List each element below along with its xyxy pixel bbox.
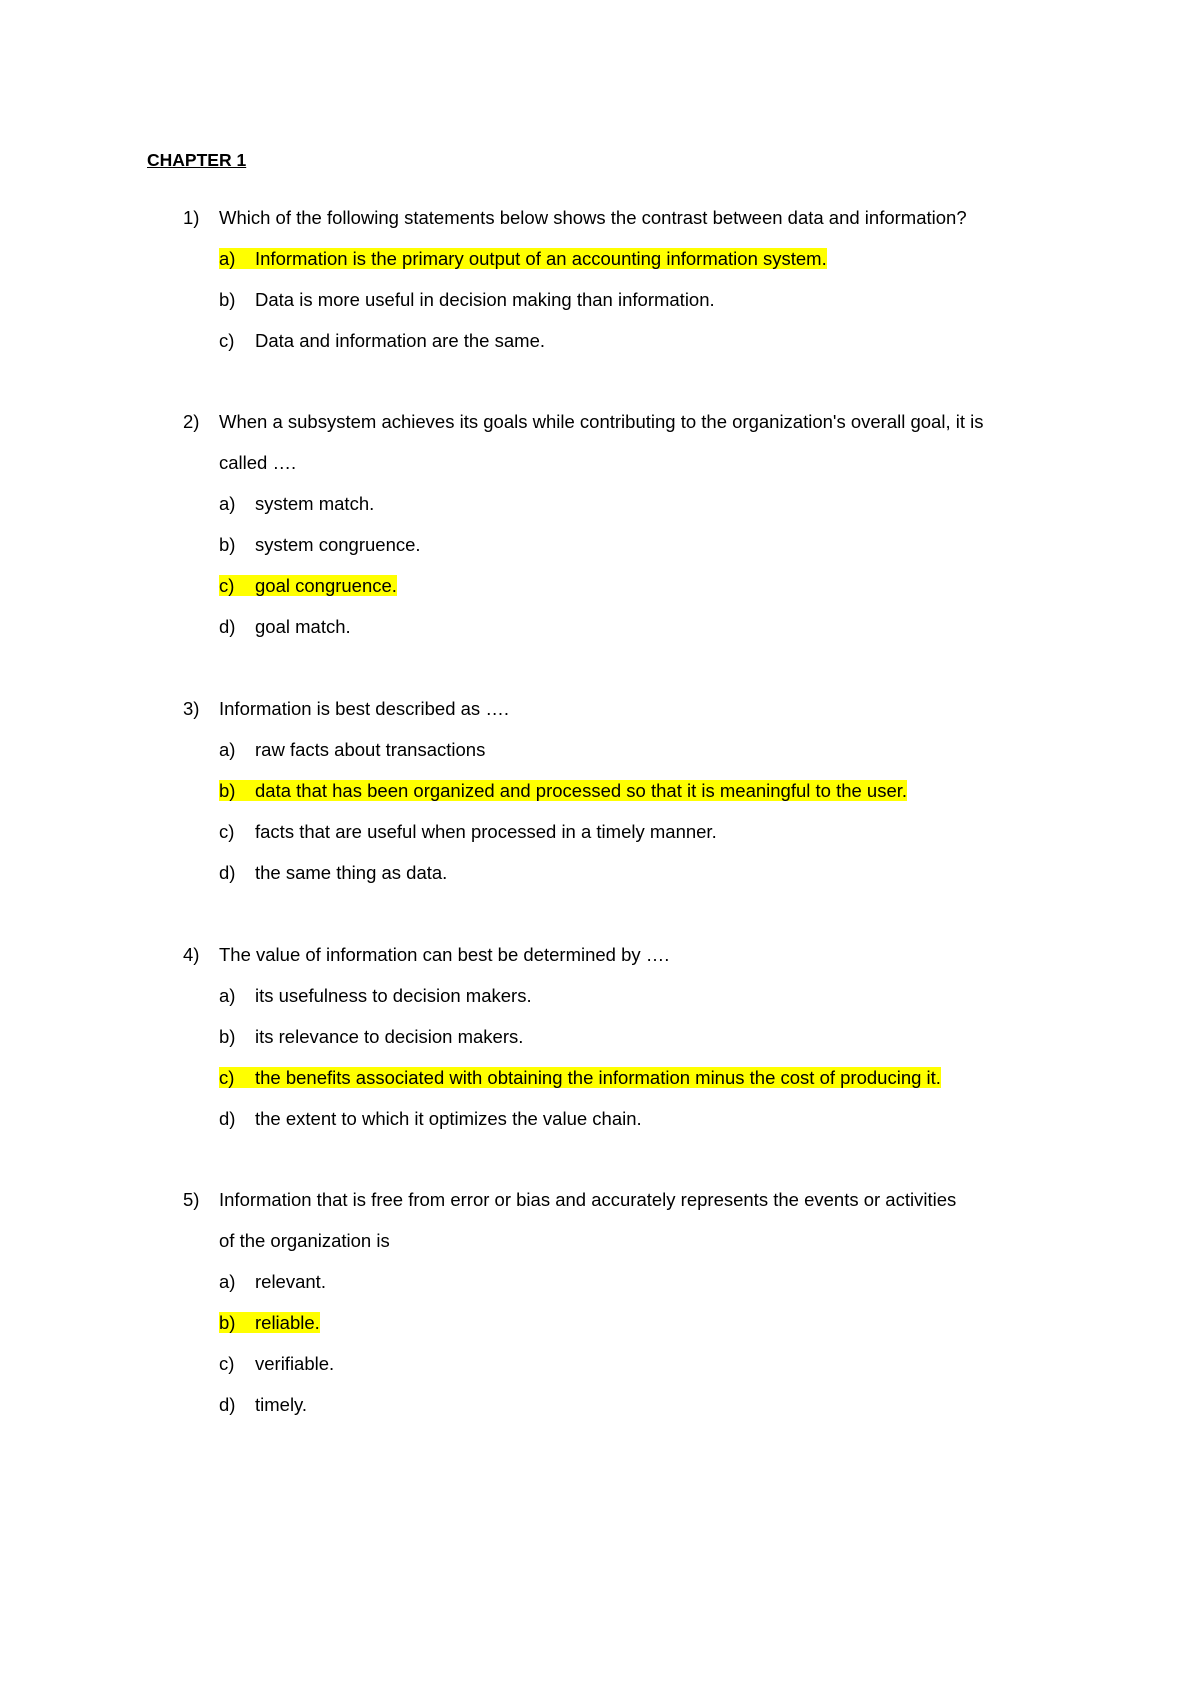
answer-option [219,779,907,803]
highlighted-answer [219,575,397,596]
question-number: 3) [183,698,200,719]
option-letter: b) [219,780,236,801]
answer-option [219,533,421,557]
option-letter: c) [219,330,235,351]
answer-option [219,1393,307,1417]
option-text: Data is more useful in decision making than information. [255,289,715,310]
answer-option [219,1311,320,1335]
answer [219,534,421,555]
option-letter: d) [219,1394,236,1415]
highlighted-answer [219,780,907,801]
answer [219,862,447,883]
highlighted-answer [219,248,827,269]
answer [219,1108,642,1129]
question-text: Information is best described as …. [219,698,509,719]
option-text: data that has been organized and processed so that it is meaningful to the user. [255,780,908,801]
option-text: system match. [255,493,375,514]
option-text: relevant. [255,1271,326,1292]
answer [219,1026,523,1047]
option-text: reliable. [255,1312,320,1333]
answer-option [219,984,532,1008]
answer-option [219,1352,334,1376]
answer-option [219,1270,326,1294]
answer [219,1271,326,1292]
option-text: the same thing as data. [255,862,448,883]
option-text: verifiable. [255,1353,335,1374]
answer-option [219,288,715,312]
question-text: Which of the following statements below shows the contrast between data and information? [219,207,967,228]
option-text: its relevance to decision makers. [255,1026,524,1047]
option-letter: d) [219,862,236,883]
option-letter: a) [219,985,236,1006]
option-letter: b) [219,1312,236,1333]
highlighted-answer [219,1312,320,1333]
highlighted-answer [219,1067,941,1088]
answer [219,985,532,1006]
answer [219,330,545,351]
option-letter: a) [219,739,236,760]
answer-option [219,738,485,762]
option-letter: d) [219,1108,236,1129]
answer-option [219,492,374,516]
option-letter: c) [219,575,235,596]
option-text: Information is the primary output of an accounting information system. [255,248,827,269]
answer [219,821,717,842]
answer [219,289,715,310]
option-text: facts that are useful when processed in a timely manner. [255,821,717,842]
option-text: the extent to which it optimizes the value chain. [255,1108,642,1129]
option-letter: c) [219,1353,235,1374]
option-letter: a) [219,1271,236,1292]
answer-option [219,574,397,598]
option-text: timely. [255,1394,308,1415]
answer [219,1353,334,1374]
question-number: 1) [183,207,200,228]
option-letter: b) [219,1026,236,1047]
option-letter: d) [219,616,236,637]
question-number: 4) [183,944,200,965]
answer-option [219,1025,523,1049]
answer-option [219,1107,642,1131]
answer-option [219,329,545,353]
option-letter: c) [219,1067,235,1088]
answer-option [219,820,717,844]
chapter-title: CHAPTER 1 [147,150,247,170]
question-number: 5) [183,1189,200,1210]
answer-option [219,247,827,271]
question-text: Information that is free from error or bias and accurately represents the events or activities [219,1189,957,1210]
option-text: the benefits associated with obtaining the information minus the cost of producing it. [255,1067,941,1088]
option-letter: b) [219,534,236,555]
option-letter: a) [219,493,236,514]
option-text: system congruence. [255,534,421,555]
question-text: of the organization is [219,1230,390,1251]
answer [219,493,374,514]
question-text: When a subsystem achieves its goals while contributing to the organization's overall goal, it is [219,411,984,432]
answer [219,616,351,637]
option-text: raw facts about transactions [255,739,486,760]
option-text: its usefulness to decision makers. [255,985,532,1006]
option-letter: b) [219,289,236,310]
question-text: called …. [219,452,297,473]
option-letter: c) [219,821,235,842]
answer-option [219,861,447,885]
question-number: 2) [183,411,200,432]
option-text: Data and information are the same. [255,330,545,351]
option-text: goal match. [255,616,351,637]
answer [219,739,485,760]
option-letter: a) [219,248,236,269]
answer [219,1394,307,1415]
answer-option [219,615,351,639]
option-text: goal congruence. [255,575,397,596]
question-text: The value of information can best be determined by …. [219,944,670,965]
answer-option [219,1066,941,1090]
